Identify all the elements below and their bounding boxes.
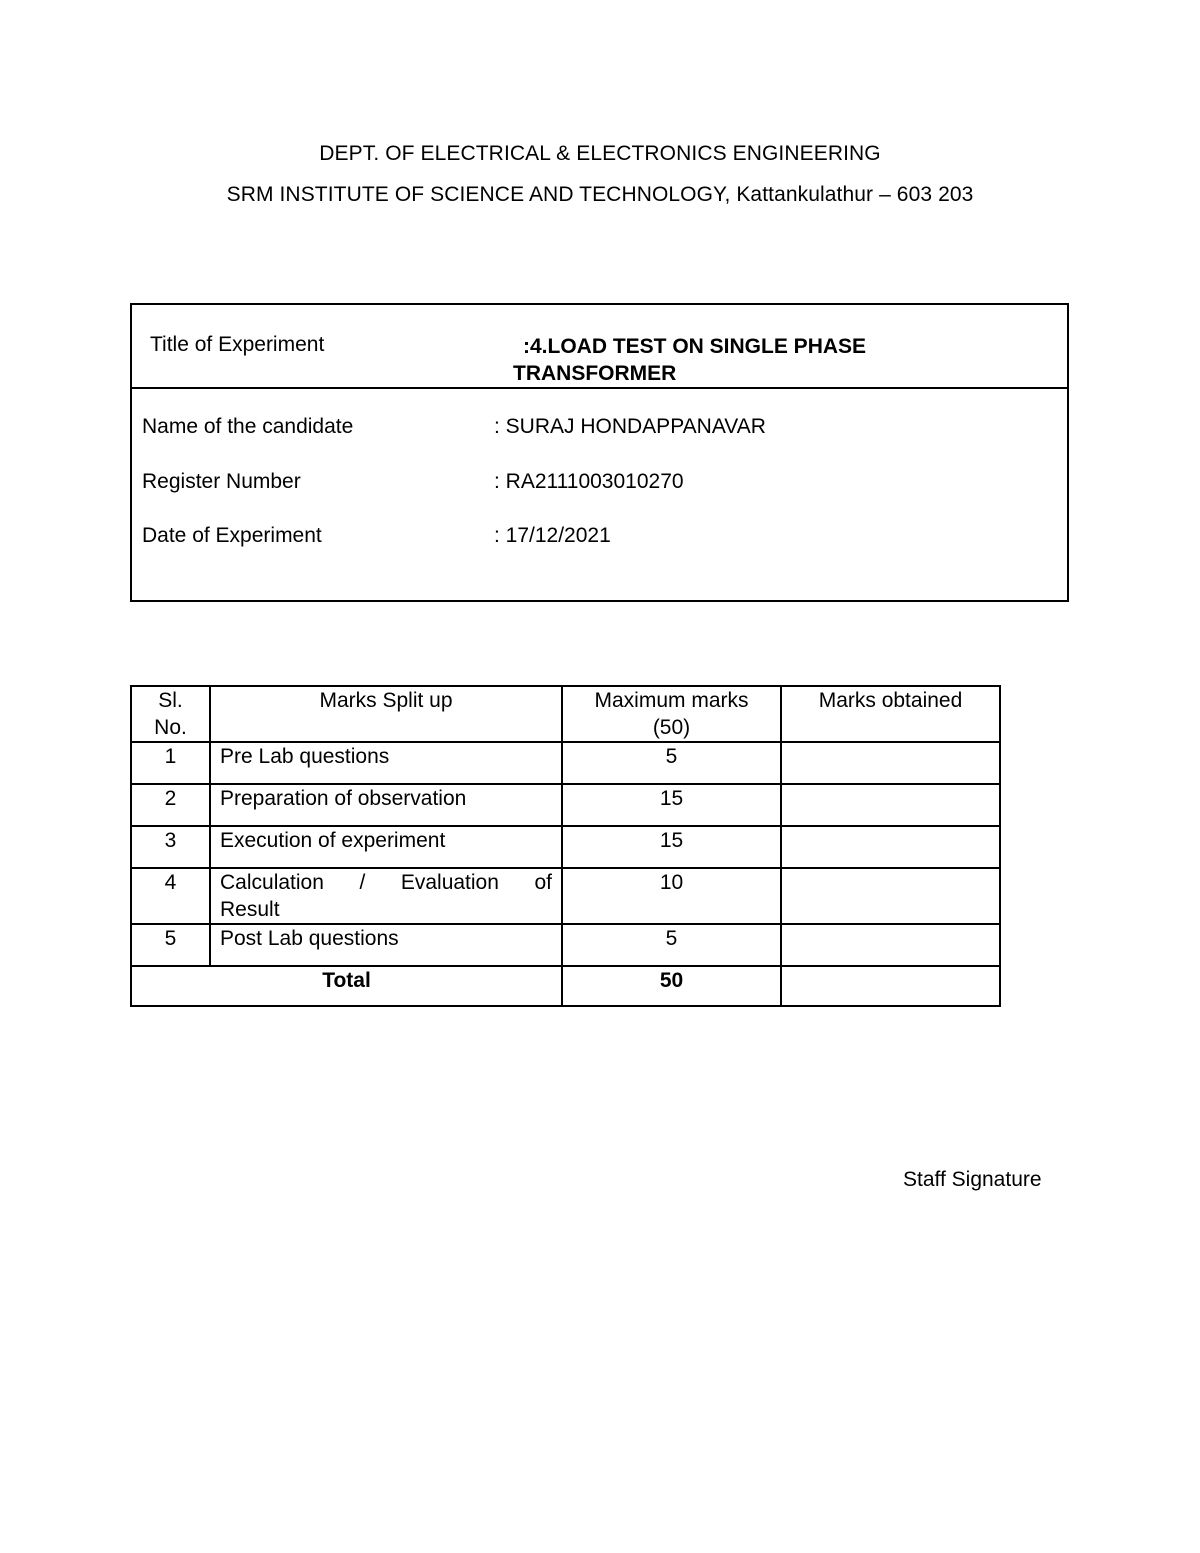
row-sl: 2 <box>131 784 210 826</box>
row-item: Post Lab questions <box>210 924 562 966</box>
marks-table-header <box>131 686 1000 742</box>
row-item: Preparation of observation <box>210 784 562 826</box>
row-sl: 4 <box>131 868 210 924</box>
row-obtained[interactable] <box>781 826 1000 868</box>
table-row <box>131 826 1000 868</box>
header-sl-no: Sl. No. <box>131 686 210 742</box>
date-value: : 17/12/2021 <box>494 524 611 547</box>
row-max: 10 <box>562 868 781 924</box>
header-marks-split: Marks Split up <box>210 686 562 742</box>
title-value <box>513 333 953 387</box>
table-row <box>131 742 1000 784</box>
institute-heading: SRM INSTITUTE OF SCIENCE AND TECHNOLOGY, Kattankulathur – 603 203 <box>226 183 974 206</box>
row-max: 15 <box>562 826 781 868</box>
row-obtained[interactable] <box>781 924 1000 966</box>
header-marks-obtained: Marks obtained <box>781 686 1000 742</box>
register-value: : RA2111003010270 <box>494 470 684 493</box>
experiment-info-box <box>130 303 1069 602</box>
title-label: Title of Experiment <box>150 333 325 356</box>
total-row <box>131 966 1000 1006</box>
row-sl: 3 <box>131 826 210 868</box>
header-maximum-marks: Maximum marks (50) <box>562 686 781 742</box>
row-item-line1: Calculation / Evaluation of <box>220 871 552 894</box>
table-row <box>131 868 1000 924</box>
total-obtained[interactable] <box>781 966 1000 1006</box>
row-obtained[interactable] <box>781 784 1000 826</box>
total-label: Total <box>131 966 562 1006</box>
table-row <box>131 784 1000 826</box>
row-max: 15 <box>562 784 781 826</box>
name-label: Name of the candidate <box>142 415 354 438</box>
department-heading: DEPT. OF ELECTRICAL & ELECTRONICS ENGINEERING <box>319 142 881 165</box>
row-max: 5 <box>562 742 781 784</box>
register-label: Register Number <box>142 470 301 493</box>
date-label: Date of Experiment <box>142 524 322 547</box>
title-value-line1: :4.LOAD TEST ON SINGLE PHASE <box>523 335 867 358</box>
row-obtained[interactable] <box>781 868 1000 924</box>
row-sl: 1 <box>131 742 210 784</box>
row-item: Execution of experiment <box>210 826 562 868</box>
row-obtained[interactable] <box>781 742 1000 784</box>
marks-table <box>130 685 1001 1007</box>
row-item: Pre Lab questions <box>210 742 562 784</box>
total-max: 50 <box>562 966 781 1006</box>
row-sl: 5 <box>131 924 210 966</box>
title-value-line2: TRANSFORMER <box>513 362 677 385</box>
staff-signature-label: Staff Signature <box>903 1168 1042 1191</box>
row-max: 5 <box>562 924 781 966</box>
table-row <box>131 924 1000 966</box>
row-item <box>210 868 562 924</box>
experiment-title-row <box>132 305 1067 389</box>
name-value: : SURAJ HONDAPPANAVAR <box>494 415 766 438</box>
row-item-line2: Result <box>220 898 280 921</box>
